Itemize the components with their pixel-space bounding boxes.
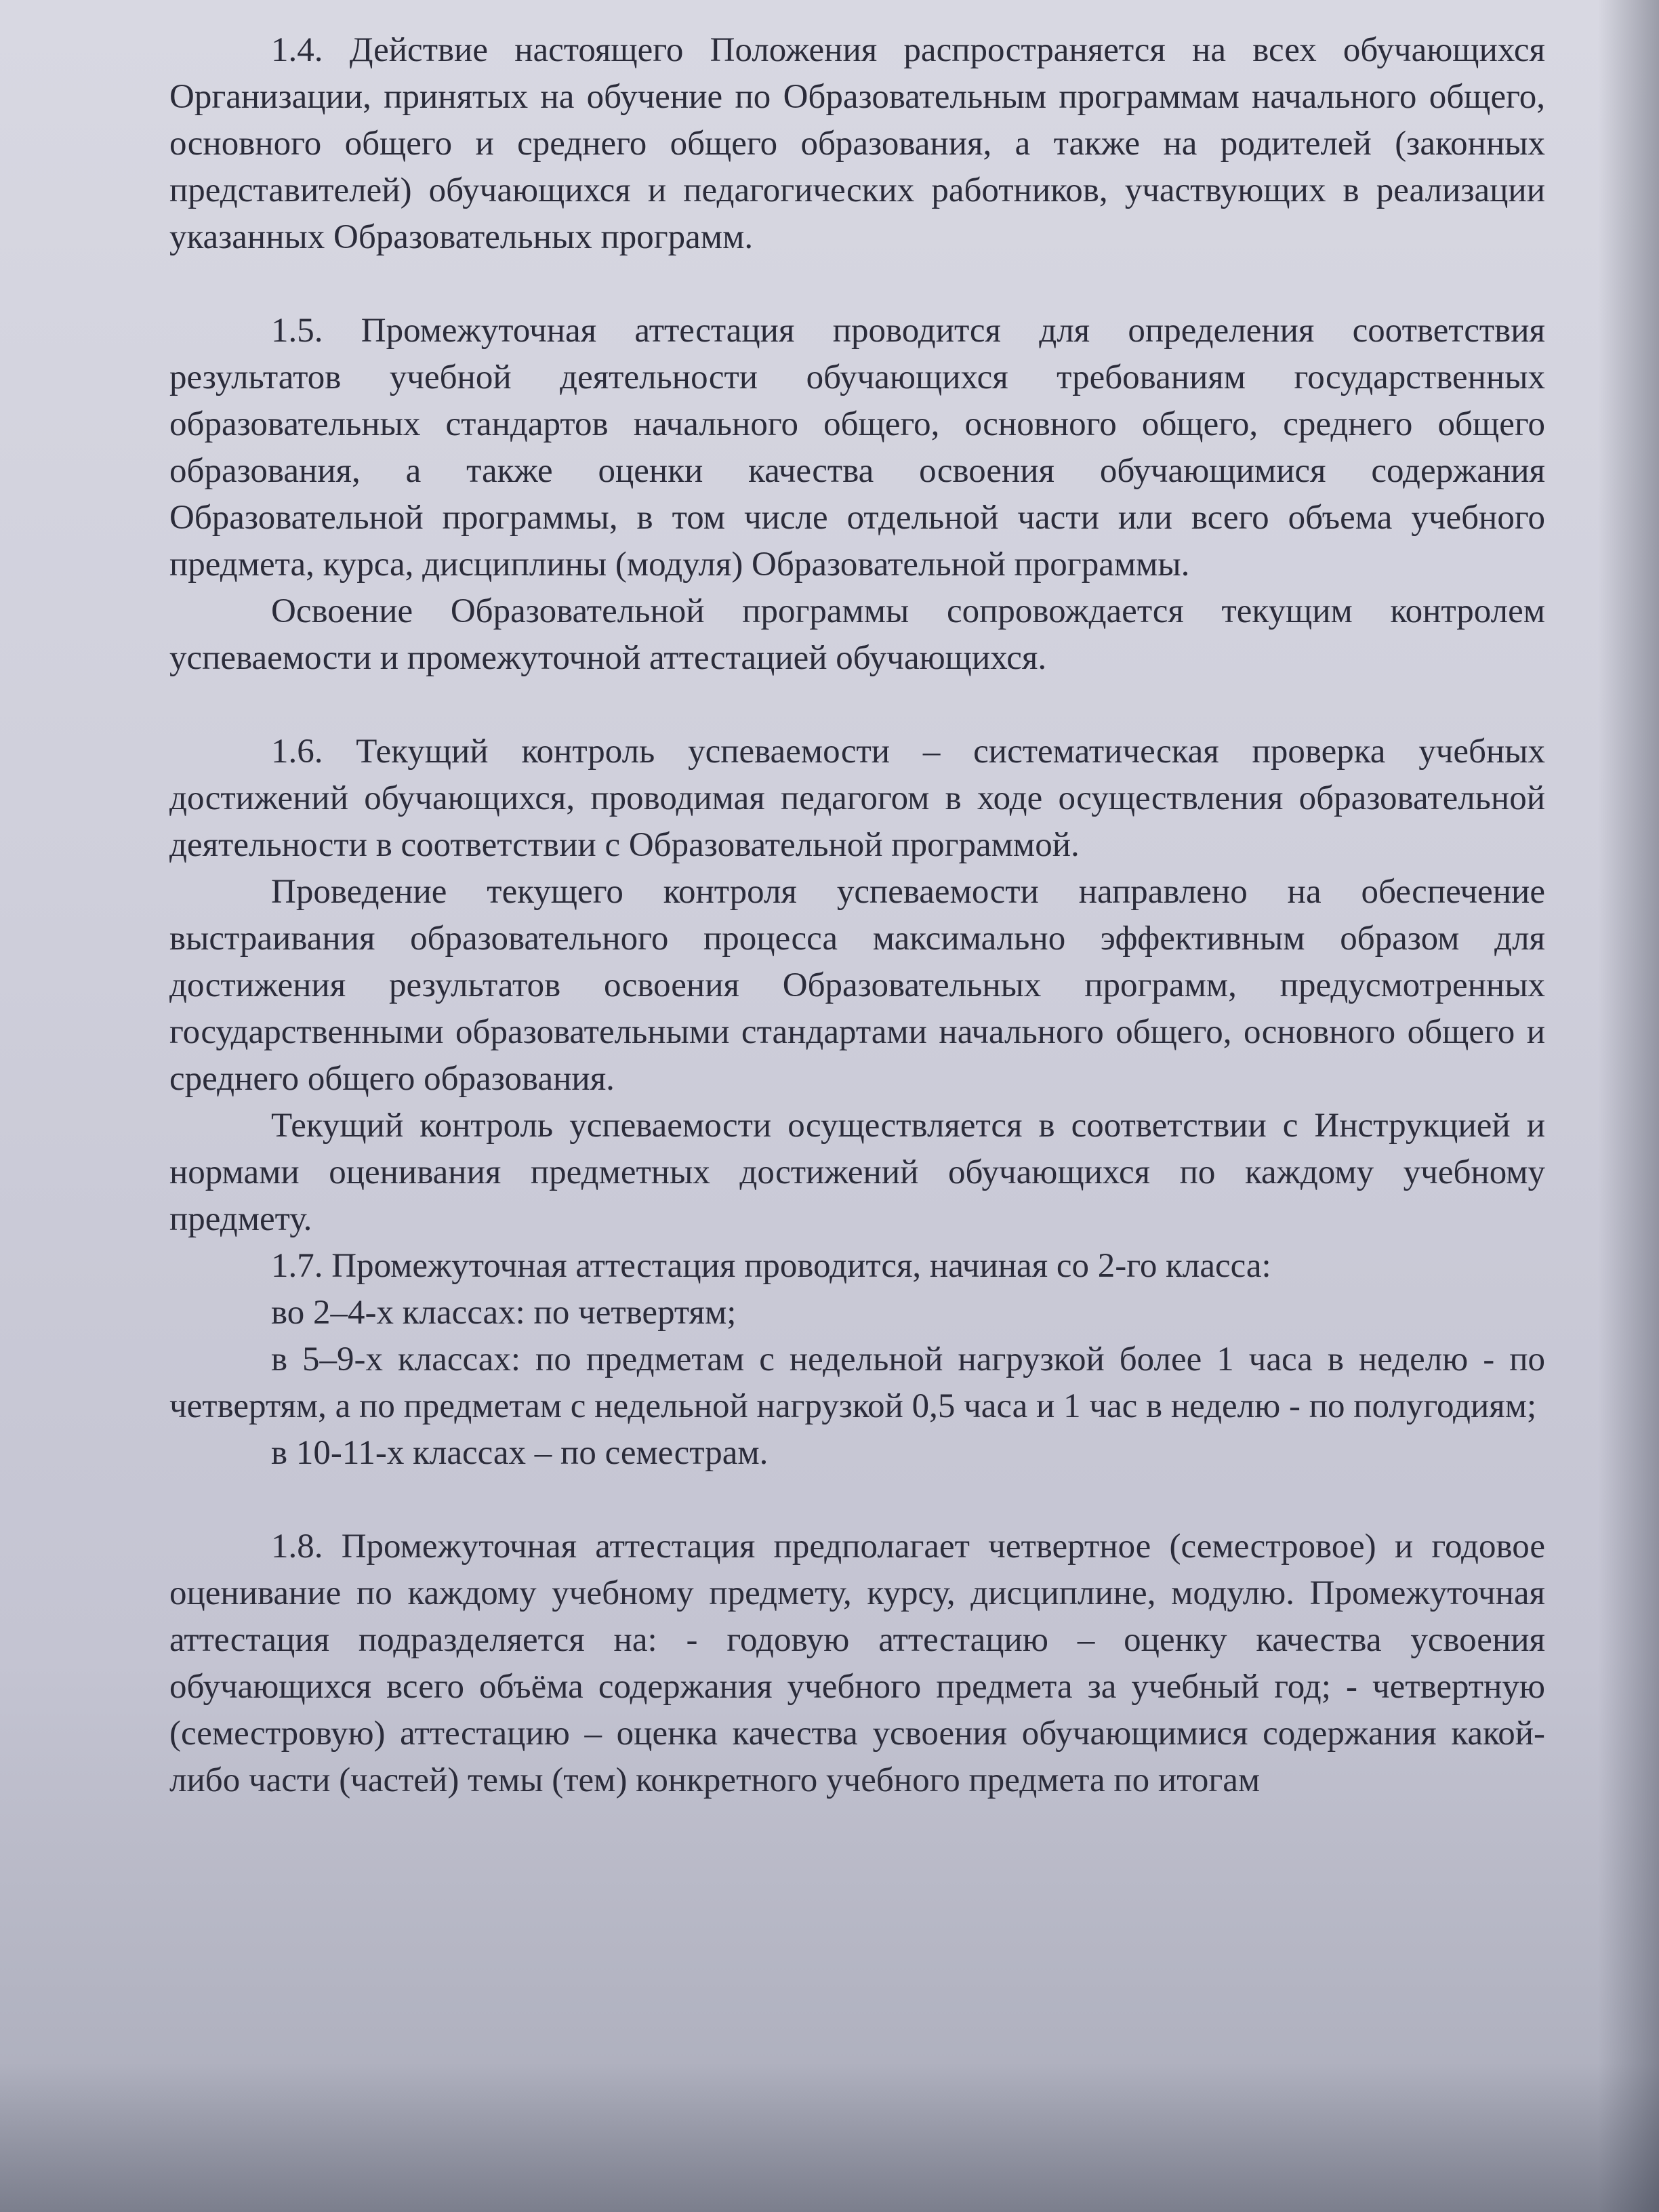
- paragraph-1-6: 1.6. Текущий контроль успеваемости – систематическая проверка учебных достижений обучающихся, проводимая педагогом в ходе осуществления образовательной деятельности в соответствии с Образовательной программой.: [169, 733, 1545, 864]
- document-body: [169, 27, 1545, 1804]
- paragraph-1-8: 1.8. Промежуточная аттестация предполагает четвертное (семестровое) и годовое оценивание по каждому учебному предмету, курсу, дисциплине, модулю. Промежуточная аттестация подразделяется на: - годовую аттестацию – оценку качества усвоения обучающихся всего объёма содержания учебного предмета за учебный год; - четвертную (семестровую) аттестацию – оценка качества усвоения обучающимися содержания какой-либо части (частей) темы (тем) конкретного учебного предмета по итогам: [169, 1528, 1545, 1799]
- photo-shadow-bottom: [0, 2063, 1659, 2212]
- paragraph-1-5-continuation: Освоение Образовательной программы сопровождается текущим контролем успеваемости и промежуточной аттестацией обучающихся.: [169, 592, 1545, 677]
- paragraph-1-7: 1.7. Промежуточная аттестация проводится, начиная со 2-го класса:: [271, 1247, 1271, 1285]
- list-item-grades-10-11: в 10-11-х классах – по семестрам.: [271, 1434, 769, 1472]
- paragraph-1-6-continuation-2: Текущий контроль успеваемости осуществляется в соответствии с Инструкцией и нормами оценивания предметных достижений обучающихся по каждому учебному предмету.: [169, 1107, 1545, 1238]
- list-item-grades-2-4: во 2–4-х классах: по четвертям;: [271, 1294, 737, 1332]
- paragraph-1-6-continuation: Проведение текущего контроля успеваемости направлено на обеспечение выстраивания образовательного процесса максимально эффективным образом для достижения результатов освоения Образовательных программ, предусмотренных государственными образовательными стандартами начального общего, основного общего и среднего общего образования.: [169, 873, 1545, 1098]
- paragraph-1-5: 1.5. Промежуточная аттестация проводится для определения соответствия результатов учебной деятельности обучающихся требованиям государственных образовательных стандартов начального общего, основного общего, среднего общего образования, а также оценки качества освоения обучающимися содержания Образовательной программы, в том числе отдельной части или всего объема учебного предмета, курса, дисциплины (модуля) Образовательной программы.: [169, 312, 1545, 583]
- paragraph-1-4: 1.4. Действие настоящего Положения распространяется на всех обучающихся Организации, принятых на обучение по Образовательным программам начального общего, основного общего и среднего общего образования, а также на родителей (законных представителей) обучающихся и педагогических работников, участвующих в реализации указанных Образовательных программ.: [169, 31, 1545, 256]
- photo-shadow-right: [1598, 0, 1659, 2212]
- list-item-grades-5-9: в 5–9-х классах: по предметам с недельной нагрузкой более 1 часа в неделю - по четвертям, а по предметам с недельной нагрузкой 0,5 часа и 1 час в неделю - по полугодиям;: [169, 1340, 1545, 1425]
